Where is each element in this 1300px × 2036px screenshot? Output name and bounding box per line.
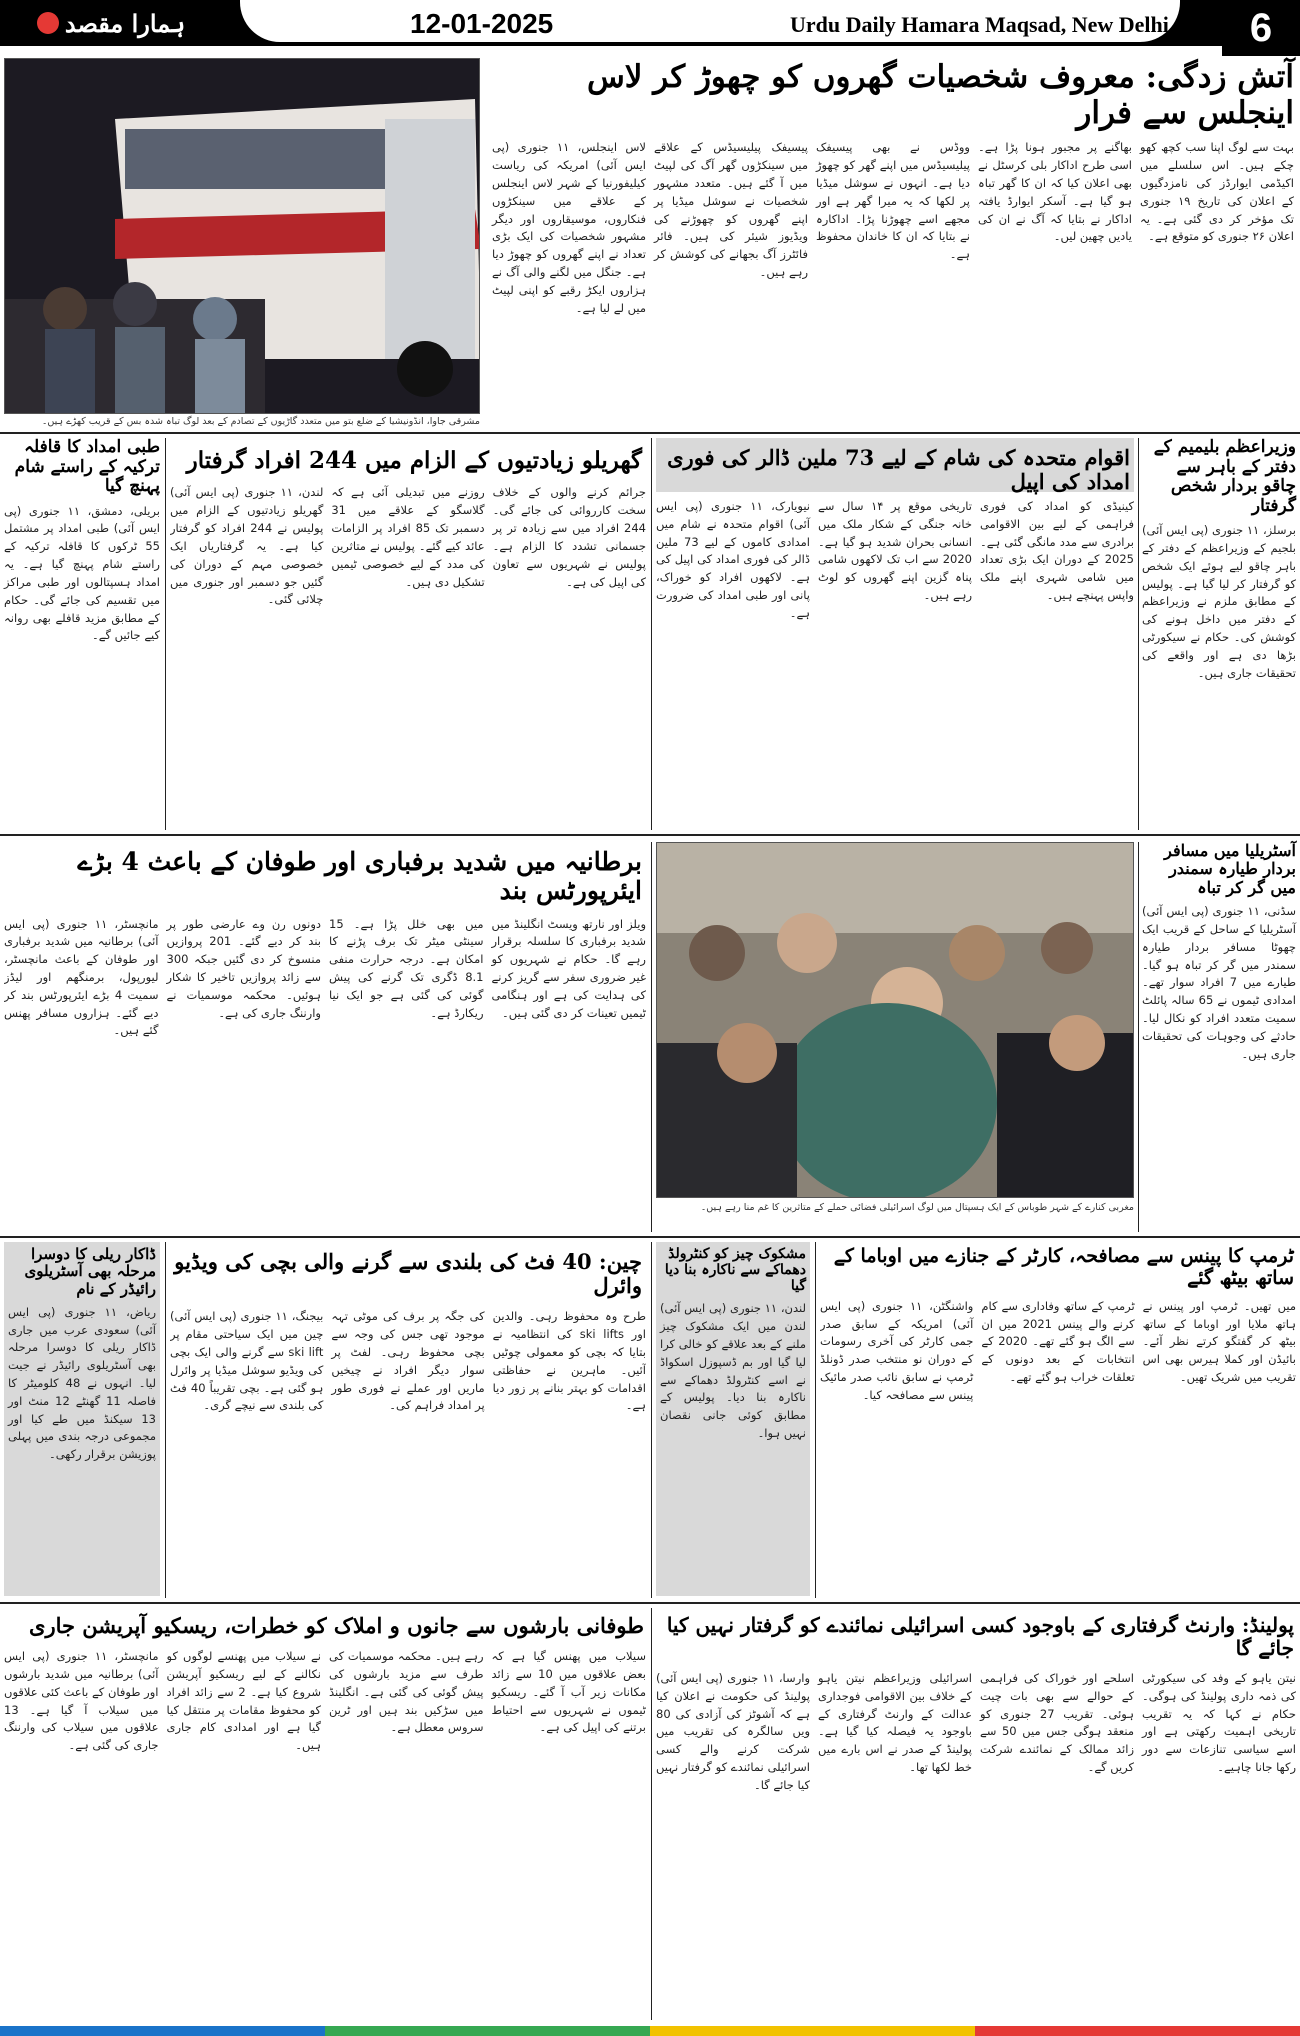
page-number: 6	[1249, 5, 1273, 50]
china-ski-col-2: کی جگہ پر برف کی موٹی تہہ موجود تھی جس کی وجہ سے بچی محفوظ رہی۔ لفٹ پر سوار دیگر افراد نے چیخیں ماریں اور عملے نے فوری طور پر امداد فراہم کی۔	[331, 1309, 485, 1413]
publication-name: Urdu Daily Hamara Maqsad, New Delhi	[790, 12, 1169, 37]
la-fire-col-1: لاس اینجلس، ۱۱ جنوری (پی ایس آئی) امریکہ کی ریاست کیلیفورنیا کے شہر لاس اینجلس کے علاقے میں سینکڑوں فنکاروں، موسیقاروں اور دیگر مشہور شخصیات کی ایک بڑی تعداد نے اپنے گھروں کو چھوڑ دیا ہے۔ جنگل میں لگنے والی آگ نے ہزاروں ایکڑ رقبے کو اپنی لپیٹ میں لے لیا ہے۔	[492, 140, 646, 315]
domestic-abuse-columns	[170, 484, 646, 804]
col-divider-domestic	[165, 438, 166, 830]
uk-snow-col-4: ویلز اور نارتھ ویسٹ انگلینڈ میں شدید برفباری کا سلسلہ برقرار رہے گا۔ حکام نے شہریوں کو غیر ضروری سفر سے گریز کرنے کی ہدایت کی ہے اور ہنگامی ٹیمیں تعینات کر دی گئی ہیں۔	[491, 916, 646, 1020]
uk-snow-col-3: میں بھی خلل پڑا ہے۔ 15 سینٹی میٹر تک برف پڑنے کا امکان ہے۔ درجہ حرارت منفی 8.1 ڈگری تک گرنے کی پیش گوئی کی گئی ہے جو ایک نیا ریکارڈ ہے۔	[329, 916, 484, 1020]
uk-snow-headline: برطانیہ میں شدید برفباری اور طوفان کے باعث 4 بڑے ایئرپورٹس بند	[77, 847, 642, 905]
row2-divider	[0, 834, 1300, 836]
domestic-abuse-headline: گھریلو زیادتیوں کے الزام میں 244 افراد گرفتار	[186, 447, 642, 474]
col-divider-poland	[651, 1608, 652, 2020]
col-divider-trump	[815, 1242, 816, 1598]
uk-snow-col-2: دونوں رن وے عارضی طور پر بند کر دیے گئے۔ 201 پروازیں منسوخ کر دی گئیں جبکہ 300 سے زائد پروازیں تاخیر کا شکار ہوئیں۔ محکمہ موسمیات نے وارننگ جاری کی ہے۔	[166, 916, 321, 1020]
strip-red	[975, 2026, 1300, 2036]
bus-photo-caption: مشرقی جاوا، انڈونیشیا کے ضلع بتو میں متعدد گاڑیوں کے تصادم کے بعد لوگ تباہ شدہ بس کے قریب کھڑے ہیں۔	[41, 416, 480, 427]
row4-divider	[0, 1602, 1300, 1604]
dakar-rally-article	[4, 1242, 160, 1596]
suspect-blast-headline: مشکوک چیز کو کنٹرولڈ دھماکے سے ناکارہ بنا دیا گیا	[664, 1246, 806, 1295]
pm-office-headline: وزیراعظم بلیمیم کے دفتر کے باہر سے چاقو بردار شخص گرفتار	[1153, 437, 1296, 516]
poland-col-3: اسلحے اور خوراک کی فراہمی کے حوالے سے بھی بات چیت ہوئی۔ تقریب 27 جنوری کو منعقد ہوگی جس میں 50 سے زائد ممالک کے نمائندے شرکت کریں گے۔	[980, 1671, 1134, 1775]
aid-convoy-headline: طبی امداد کا قافلہ ترکیہ کے راستے شام پہنچ گیا	[14, 437, 160, 497]
china-ski-headline: چین: 40 فٹ کی بلندی سے گرنے والی بچی کی ویڈیو وائرل	[174, 1249, 642, 1299]
bus-accident-image	[5, 59, 480, 414]
dakar-rally-headline: ڈاکار ریلی کا دوسرا مرحلہ بھی آسٹریلوی رائیڈر کے نام	[24, 1245, 156, 1298]
trump-obama-col-3: میں تھیں۔ ٹرمپ اور پینس نے ہاتھ ملایا اور اوباما کے ساتھ بیٹھ کر گفتگو کرتے نظر آئے۔ بائیڈن اور کملا ہیرس بھی اس تقریب میں شریک تھیں۔	[1142, 1298, 1296, 1384]
uk-snow-col-1: مانچسٹر، ۱۱ جنوری (پی ایس آئی) برطانیہ میں شدید برفباری اور طوفان کے باعث مانچسٹر، لیورپول، برمنگھم اور لیڈز سمیت 4 بڑے ایئرپورٹس بند کر دیے گئے۔ ہزاروں مسافر پھنس گئے ہیں۔	[4, 916, 159, 1038]
trump-obama-columns	[820, 1298, 1296, 1594]
australia-plane-article	[1142, 842, 1296, 1234]
un-syria-col-2: تاریخی موقع پر ۱۴ سال سے خانہ جنگی کے شکار ملک میں انسانی بحران شدید ہو گیا ہے۔ 2020 سے اب تک لاکھوں شامی پناہ گزین اپنے گھروں کو لوٹ رہے ہیں۔	[818, 499, 973, 603]
page-number-badge	[1222, 0, 1300, 56]
un-syria-col-1: نیویارک، ۱۱ جنوری (پی ایس آئی) اقوام متحدہ نے شام میں امدادی کاموں کے لیے 73 ملین ڈالر کی فوری امداد کی اپیل کی ہے۔ لاکھوں افراد کو خوراک، پانی اور طبی امداد کی ضرورت ہے۔	[656, 499, 810, 620]
strip-yellow	[650, 2026, 975, 2036]
la-fire-headline: آتش زدگی: معروف شخصیات گھروں کو چھوڑ کر لاس اینجلس سے فرار	[586, 59, 1294, 131]
china-ski-columns	[170, 1308, 646, 1598]
floods-article	[4, 1608, 646, 2018]
uk-snow-article	[4, 842, 646, 1232]
col-divider-un	[651, 438, 652, 830]
poland-columns	[656, 1670, 1296, 2020]
aid-convoy-body: بریلی، دمشق، ۱۱ جنوری (پی ایس آئی) طبی امداد پر مشتمل 55 ٹرکوں کا قافلہ ترکیہ کے راستے شام پہنچ گیا ہے۔ یہ امداد ہسپتالوں اور طبی مراکز میں تقسیم کی جائے گی۔ حکام کے مطابق مزید قافلے بھی روانہ کیے جائیں گے۔	[4, 503, 160, 643]
pm-office-article	[1142, 438, 1296, 828]
un-syria-headline: اقوام متحدہ کی شام کے لیے 73 ملین ڈالر کی فوری امداد کی اپیل	[667, 445, 1130, 495]
la-fire-col-3: ووڈس نے بھی پیسیفک پیلیسیڈس میں اپنے گھر کو چھوڑ دیا ہے۔ انہوں نے سوشل میڈیا پر لکھا کہ یہ میرا گھر ہے اور مجھے اسے چھوڑنا پڑا۔ اداکارہ نے بتایا کہ ان کا خاندان محفوظ ہے۔	[816, 140, 970, 262]
suspect-blast-article	[656, 1242, 810, 1596]
hospital-mourning-image	[657, 843, 1134, 1198]
col-divider-china	[165, 1242, 166, 1598]
floods-col-2: نے سیلاب میں پھنسے لوگوں کو نکالنے کے لیے ریسکیو آپریشن شروع کیا ہے۔ 2 سے زائد افراد کو محفوظ مقامات پر منتقل کیا گیا ہے اور امدادی کام جاری ہیں۔	[166, 1649, 322, 1753]
australia-plane-headline: آسٹریلیا میں مسافر بردار طیارہ سمندر میں گر کر تباہ	[1164, 841, 1296, 897]
domestic-abuse-col-1: لندن، ۱۱ جنوری (پی ایس آئی) گھریلو زیادتیوں کے الزام میں پولیس نے 244 افراد کو گرفتار کیا ہے۔ یہ گرفتاریاں ایک خصوصی مہم کے دوران کی گئیں جو دسمبر اور جنوری میں چلائی گئی۔	[170, 485, 324, 607]
un-syria-article	[656, 438, 1134, 828]
issue-date: 12-01-2025	[410, 8, 554, 39]
floods-headline: طوفانی بارشوں سے جانوں و املاک کو خطرات، ریسکیو آپریشن جاری	[29, 1613, 644, 1638]
floods-col-4: سیلاب میں پھنس گیا ہے کہ بعض علاقوں میں 10 سے زائد مکانات زیر آب آ گئے۔ ریسکیو ٹیموں نے شہریوں سے احتیاط برتنے کی اپیل کی ہے۔	[491, 1649, 646, 1735]
hospital-photo-caption: مغربی کنارے کے شہر طوباس کے ایک ہسپتال میں لوگ اسرائیلی فضائی حملے کے متاثرین کا غم منا رہے ہیں۔	[700, 1202, 1134, 1213]
australia-plane-body: سڈنی، ۱۱ جنوری (پی ایس آئی) آسٹریلیا کے ساحل کے قریب ایک چھوٹا مسافر بردار طیارہ سمندر میں گر کر تباہ ہو گیا۔ طیارے میں 7 افراد سوار تھے۔ امدادی ٹیموں نے 65 سالہ پائلٹ سمیت متعدد افراد کو نکال لیا۔ حادثے کی وجوہات کی تحقیقات جاری ہیں۔	[1142, 904, 1296, 1061]
domestic-abuse-article	[170, 438, 646, 828]
suspect-blast-body: لندن، ۱۱ جنوری (پی ایس آئی) لندن میں ایک مشکوک چیز ملنے کے بعد علاقے کو خالی کرا لیا گیا اور بم ڈسپوزل اسکواڈ نے اسے کنٹرولڈ دھماکے سے ناکارہ بنا دیا۔ پولیس کے مطابق کوئی جانی نقصان نہیں ہوا۔	[660, 1301, 806, 1440]
row1-divider	[0, 432, 1300, 434]
logo	[8, 6, 208, 40]
poland-col-2: اسرائیلی وزیراعظم نیتن یاہو کے خلاف بین الاقوامی فوجداری عدالت کے وارنٹ گرفتاری کے باوجود یہ فیصلہ کیا گیا ہے۔ پولینڈ کے صدر نے اس بارے میں خط لکھا تھا۔	[818, 1671, 972, 1775]
pm-office-body: برسلز، ۱۱ جنوری (پی ایس آئی) بلجیم کے وزیراعظم کے دفتر کے باہر چاقو لیے ہوئے ایک شخص کو گرفتار کر لیا گیا ہے۔ پولیس کے مطابق ملزم نے وزیراعظم کے دفتر میں داخل ہونے کی کوشش کی۔ حکام نے سیکورٹی بڑھا دی ہے اور واقعے کی تحقیقات جاری ہیں۔	[1142, 523, 1297, 680]
col-divider-pm	[1138, 438, 1139, 830]
col-divider-australia	[1138, 842, 1139, 1232]
la-fire-col-2: پیسیفک پیلیسیڈس کے علاقے میں سینکڑوں گھر آگ کی لپیٹ میں آ گئے ہیں۔ متعدد مشہور شخصیات نے سوشل میڈیا پر اپنے گھروں کو چھوڑنے کی ویڈیوز شیئر کی ہیں۔ فائر فائٹرز آگ بجھانے کی کوشش کر رہے ہیں۔	[654, 140, 808, 279]
trump-obama-article	[820, 1242, 1296, 1598]
floods-col-1: مانچسٹر، ۱۱ جنوری (پی ایس آئی) برطانیہ میں شدید بارشوں اور طوفان کے باعث کئی علاقوں میں سیلاب آ گیا ہے۔ 13 علاقوں میں سیلاب کی وارننگ جاری کی گئی ہے۔	[4, 1649, 159, 1753]
china-ski-col-3: طرح وہ محفوظ رہی۔ والدین اور ski lifts کی انتظامیہ نے بتایا کہ بچی کو معمولی چوٹیں آئیں۔ ماہرین نے حفاظتی اقدامات کو بہتر بنانے پر زور دیا ہے۔	[492, 1309, 646, 1413]
domestic-abuse-col-2: روزنے میں تبدیلی آئی ہے کہ گلاسگو کے علاقے میں 31 دسمبر تک 85 افراد پر الزامات عائد کیے گئے۔ پولیس نے متاثرین کی مدد کے لیے خصوصی ٹیمیں تشکیل دی ہیں۔	[331, 485, 485, 589]
trump-obama-headline: ٹرمپ کا پینس سے مصافحہ، کارٹر کے جنازے میں اوباما کے ساتھ بیٹھ گئے	[833, 1245, 1294, 1289]
la-fire-article	[486, 58, 1300, 430]
poland-col-1: وارسا، ۱۱ جنوری (پی ایس آئی) پولینڈ کی حکومت نے اعلان کیا ہے کہ آشوٹز کی آزادی کی 80 ویں سالگرہ کی تقریب میں شرکت کرنے والے کسی اسرائیلی نمائندے کو گرفتار نہیں کیا جائے گا۔	[656, 1671, 810, 1792]
masthead	[0, 0, 1300, 56]
floods-col-3: رہے ہیں۔ محکمہ موسمیات کی طرف سے مزید بارشوں کی پیش گوئی کی گئی ہے۔ انگلینڈ میں سڑکیں بند ہیں اور ٹرین سروس معطل ہے۔	[329, 1649, 484, 1735]
un-syria-columns	[656, 498, 1134, 824]
la-fire-col-4: بھاگنے پر مجبور ہونا پڑا ہے۔ اسی طرح اداکار بلی کرسٹل نے بھی اعلان کیا کہ ان کا گھر تباہ ہو گیا ہے۔ آسکر ایوارڈ یافتہ اداکار نے بتایا کہ آگ نے ان کی یادیں چھین لیں۔	[978, 140, 1132, 244]
col-divider-hospital	[651, 842, 652, 1232]
row3-divider	[0, 1236, 1300, 1238]
strip-blue	[0, 2026, 325, 2036]
uk-snow-columns	[4, 916, 646, 1246]
col-divider-blast	[651, 1242, 652, 1598]
china-ski-col-1: بیجنگ، ۱۱ جنوری (پی ایس آئی) چین میں ایک سیاحتی مقام پر ski lift سے گرنے والی ایک بچی کی ویڈیو سوشل میڈیا پر وائرل ہو گئی ہے۔ بچی تقریباً 40 فٹ کی بلندی سے نیچے گری۔	[170, 1309, 324, 1413]
trump-obama-col-1: واشنگٹن، ۱۱ جنوری (پی ایس آئی) امریکہ کے سابق صدر جمی کارٹر کی آخری رسومات کے دوران نو منتخب صدر ڈونلڈ ٹرمپ نے سابق نائب صدر مائیک پینس سے مصافحہ کیا۔	[820, 1298, 974, 1402]
floods-columns	[4, 1648, 646, 1998]
aid-convoy-article	[4, 438, 160, 828]
domestic-abuse-col-3: جرائم کرنے والوں کے خلاف سخت کارروائی کی جائے گی۔ 244 افراد میں سے زیادہ تر پر جسمانی تشدد کا الزام ہے۔ پولیس نے شہریوں سے تعاون کی اپیل کی ہے۔	[492, 485, 646, 589]
la-fire-columns	[486, 139, 1300, 439]
china-ski-article	[170, 1242, 646, 1598]
bottom-color-strip	[0, 2026, 1300, 2036]
bus-accident-photo	[4, 58, 480, 414]
strip-green	[325, 2026, 650, 2036]
dakar-rally-body: ریاض، ۱۱ جنوری (پی ایس آئی) سعودی عرب میں جاری ڈاکار ریلی کا دوسرا مرحلہ بھی آسٹریلوی رائیڈر نے جیت لیا۔ انہوں نے 48 کلومیٹر کا فاصلہ 11 گھنٹے 12 منٹ اور 13 سیکنڈ میں طے کیا اور مجموعی درجہ بندی میں پہلی پوزیشن برقرار رکھی۔	[8, 1304, 157, 1462]
la-fire-col-5: بہت سے لوگ اپنا سب کچھ کھو چکے ہیں۔ اس سلسلے میں اکیڈمی ایوارڈز کی نامزدگیوں کے اعلان کی تاریخ ۱۹ جنوری تک مؤخر کر دی گئی ہے۔ یہ اعلان ۲۶ جنوری کو متوقع ہے۔	[1140, 140, 1294, 244]
logo-emblem-icon	[37, 12, 59, 34]
poland-headline: پولینڈ: وارنٹ گرفتاری کے باوجود کسی اسرائیلی نمائندے کو گرفتار نہیں کیا جائے گا	[666, 1613, 1294, 1660]
un-syria-col-3: کینیڈی کو امداد کی فوری فراہمی کے لیے بین الاقوامی برادری سے مدد مانگی گئی ہے۔ 2025 کے دوران ایک بڑی تعداد میں شامی شہری اپنے ملک واپس پہنچے ہیں۔	[980, 499, 1134, 603]
poland-article	[656, 1608, 1296, 2018]
poland-col-4: نیتن یاہو کے وفد کی سیکورٹی کی ذمہ داری پولینڈ کی ہوگی۔ حکام نے کہا کہ یہ تقریب تاریخی اہمیت رکھتی ہے اور اسے سیاسی تنازعات سے دور رکھا جانا چاہیے۔	[1142, 1671, 1296, 1775]
hospital-mourning-photo	[656, 842, 1134, 1198]
trump-obama-col-2: ٹرمپ کے ساتھ وفاداری سے کام کرنے والے پینس 2021 میں ان سے الگ ہو گئے تھے۔ 2020 کے انتخابات کے بعد دونوں کے تعلقات خراب ہو گئے تھے۔	[981, 1298, 1135, 1384]
logo-text: ہمارا مقصد	[64, 8, 186, 38]
